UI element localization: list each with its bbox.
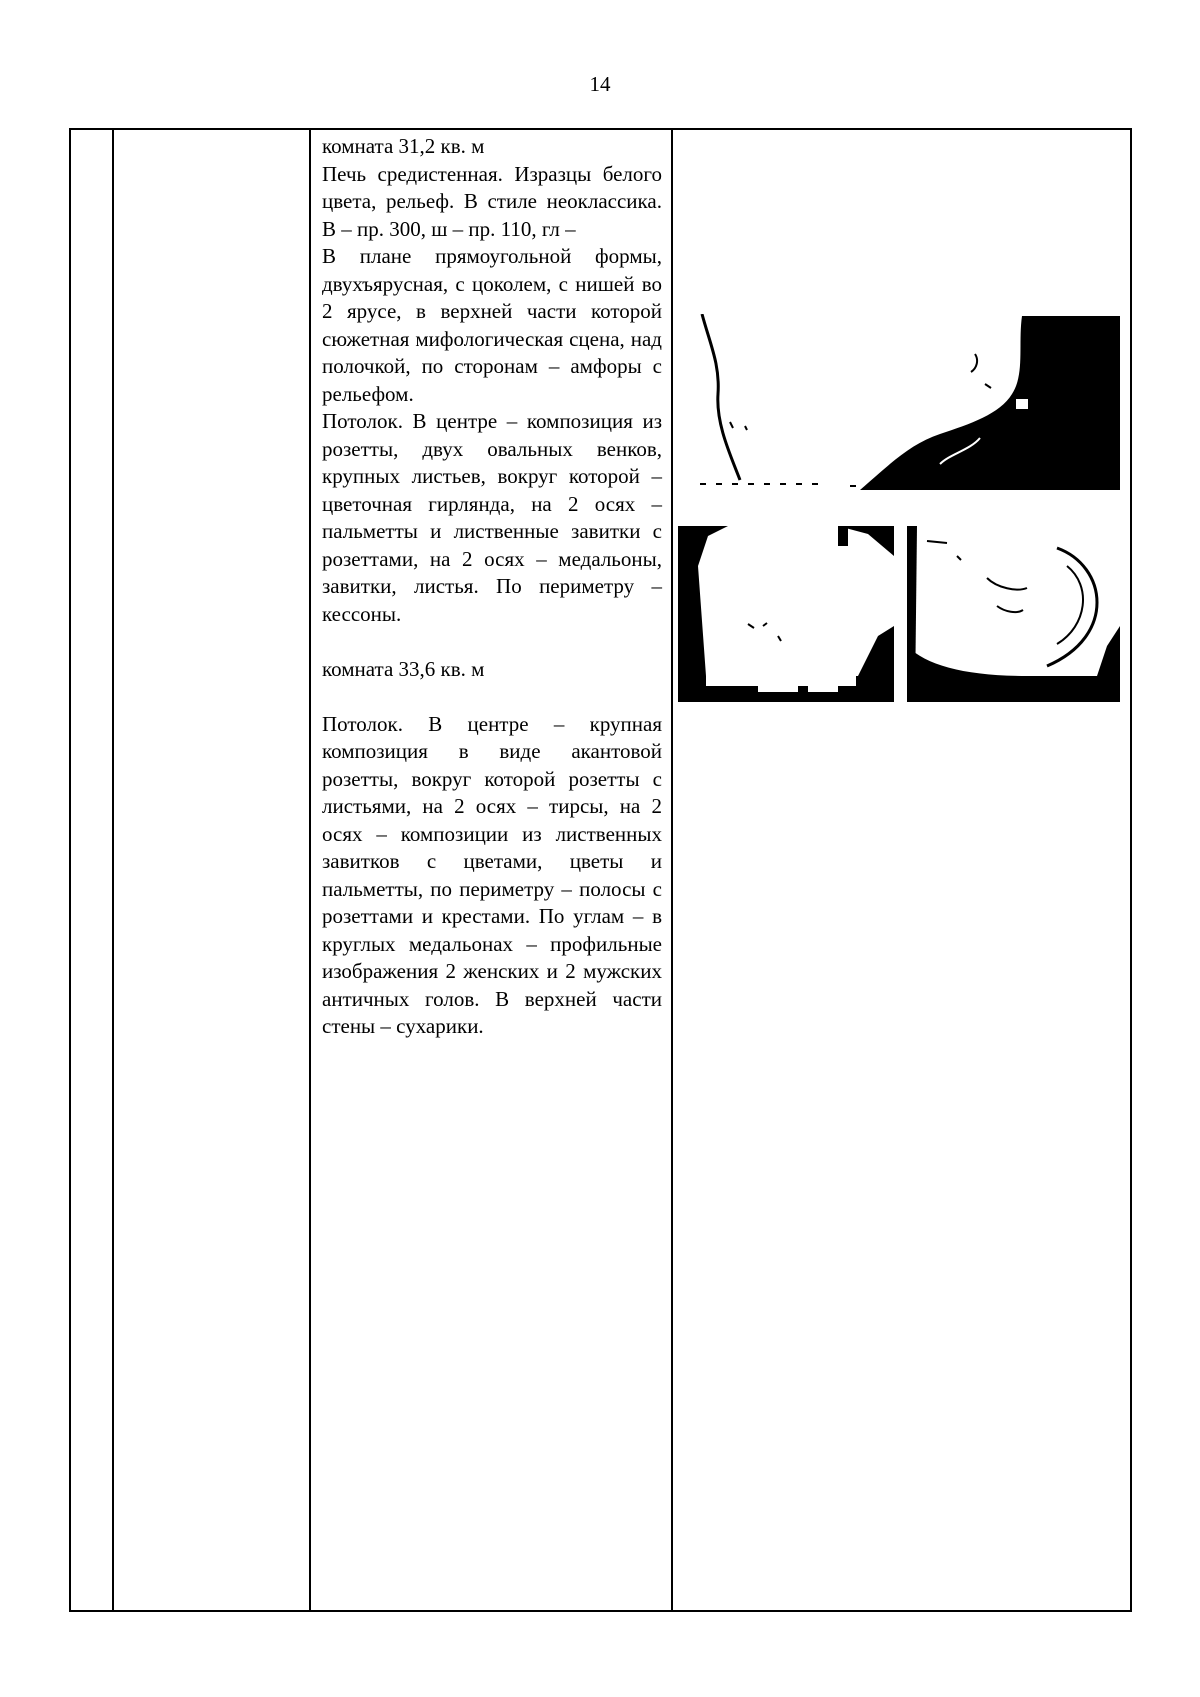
column-divider-2: [309, 128, 311, 1612]
ceiling-photo-right: [907, 526, 1120, 702]
stove-photo: [700, 314, 1120, 490]
room1-ceiling-text: Потолок. В центре – композиция из розетты, двух овальных венков, крупных листьев, вокруг которой – цветочная гирлянда, на 2 осях – пальметты и лиственные завитки с розеттами, на 2 осях – медальоны, завитки, листья. По периметру – кессоны.: [322, 409, 662, 626]
ceiling-photo-left: [678, 526, 894, 702]
description-cell: [322, 133, 662, 1041]
ceiling-photo-right-image: [907, 526, 1120, 702]
stove-photo-image: [700, 314, 1120, 490]
spacer: [322, 683, 662, 711]
table-border-right: [1130, 128, 1132, 1612]
column-divider-1: [112, 128, 114, 1612]
table-border-bottom: [69, 1610, 1132, 1612]
room2-ceiling-text: Потолок. В центре – крупная композиция в виде акантовой розетты, вокруг которой розетты с листьями, на 2 осях – тирсы, на 2 осях – композиции из лиственных завитков с цветами, цветы и пальметты, по периметру – полосы с розеттами и крестами. По углам – в круглых медальонах – профильные изображения 2 женских и 2 мужских античных голов. В верхней части стены – сухарики.: [322, 711, 662, 1038]
room1-stove-text: Печь средистенная. Изразцы белого цвета, рельеф. В стиле неоклассика. В – пр. 300, ш – пр. 110, гл –: [322, 161, 662, 241]
room2-heading: комната 33,6 кв. м: [322, 656, 485, 681]
room1-heading: комната 31,2 кв. м: [322, 134, 485, 158]
table-border-top: [69, 128, 1132, 130]
table-border-left: [69, 128, 71, 1612]
room1-stove-plan-text: В плане прямоугольной формы, двухъярусная, с цоколем, с нишей во 2 ярусе, в верхней части которой сюжетная мифологическая сцена, над полочкой, по сторонам – амфоры с рельефом.: [322, 244, 662, 406]
column-divider-3: [671, 128, 673, 1612]
spacer: [322, 628, 662, 656]
page-number: 14: [589, 72, 611, 96]
ceiling-photo-left-image: [678, 526, 894, 702]
